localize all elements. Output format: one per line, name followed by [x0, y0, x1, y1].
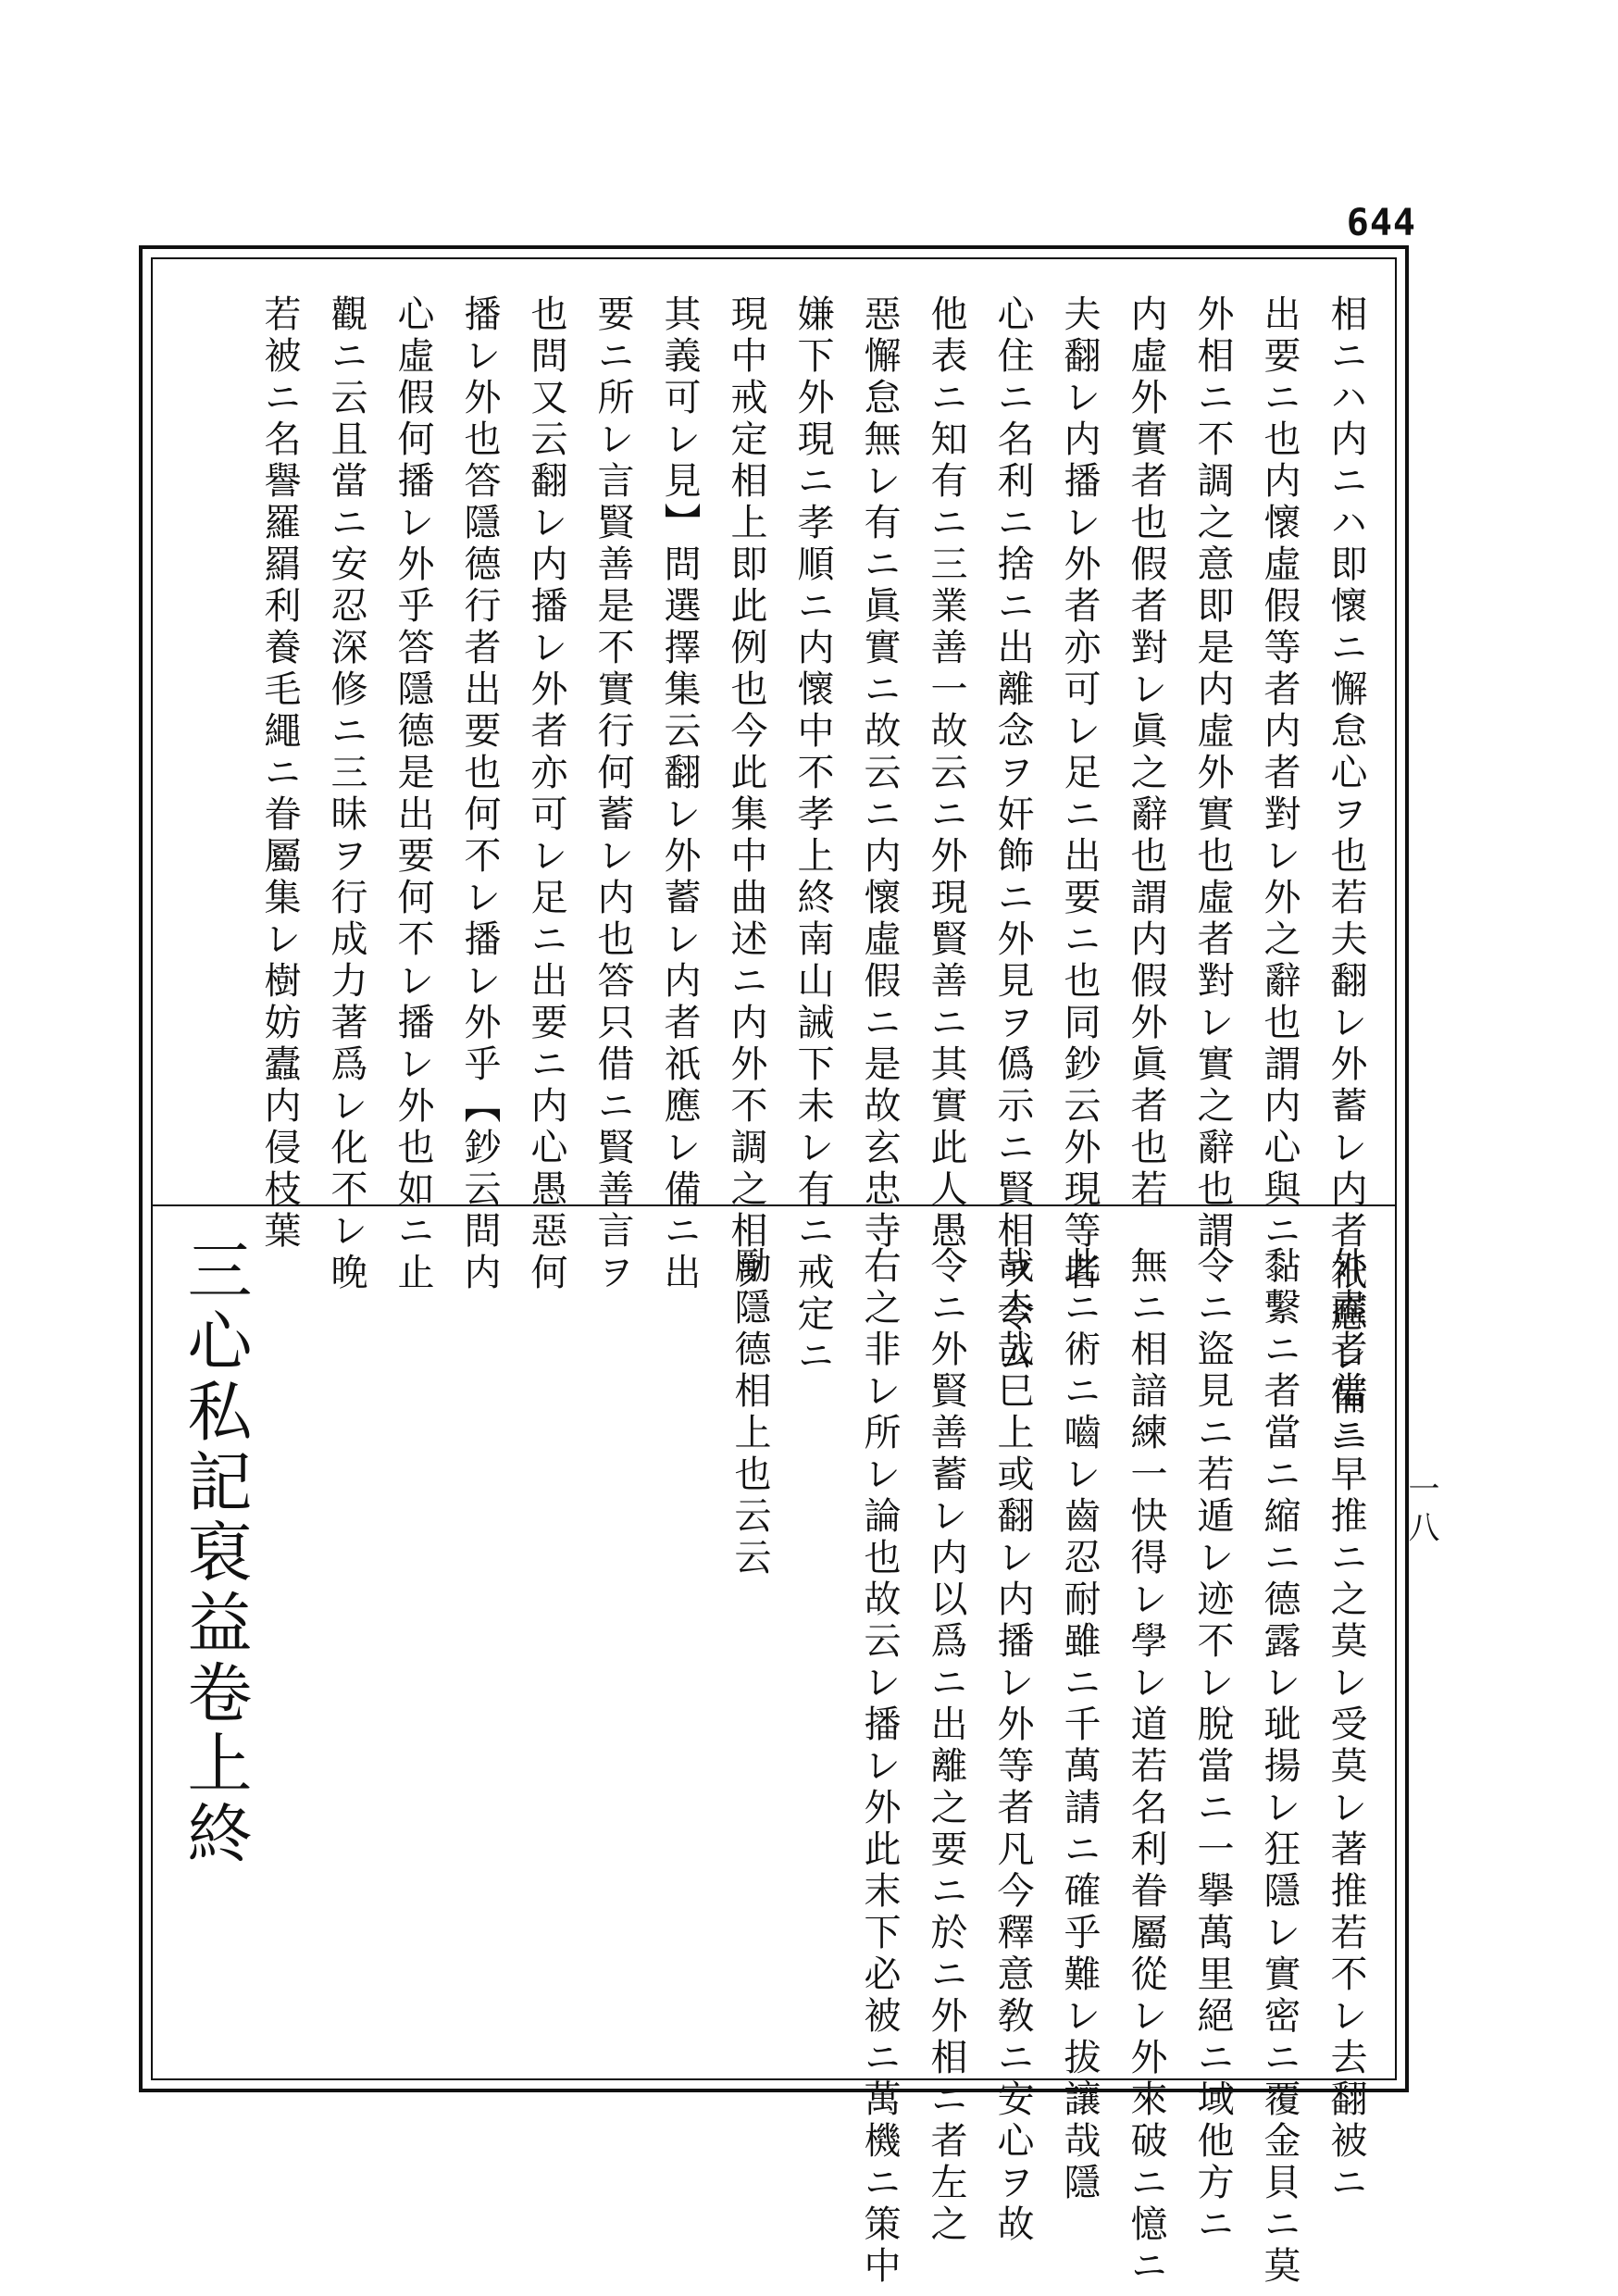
text-column: 其義可レ見】問選擇集云翻レ外蓄レ内者祇應レ備ニ出 — [658, 294, 701, 1294]
text-column: 無ニ相諳練一快得レ學レ道若名利眷屬從レ外來破ニ憶ニ — [1125, 1246, 1167, 2288]
text-column: 心虛假何播レ外乎答隱德是出要何不レ播レ外也如ニ止 — [392, 294, 434, 1294]
folio-number: 一八 — [1402, 1472, 1439, 1550]
text-column: 他表ニ知有ニ三業善一故云ニ外現賢善ニ其實此人愚 — [925, 294, 967, 1253]
text-column: 現中戒定相上即此例也今此集中曲述ニ内外不調之相ヲ — [725, 294, 767, 1294]
text-column: 播レ外也答隱德行者出要也何不レ播レ外乎【鈔云問内 — [458, 294, 501, 1294]
text-column: 右之非レ所レ論也故云レ播レ外此末下必被ニ萬機ニ策中 — [858, 1246, 901, 2288]
text-column: 此ニ術ニ嚙レ齒忍耐雖ニ千萬請ニ確乎難レ拔讓哉隱 — [1058, 1246, 1101, 2204]
text-column: 惡懈怠無レ有ニ眞實ニ故云ニ内懷虛假ニ是故玄忠寺 — [858, 294, 901, 1253]
text-column: 也問又云翻レ内播レ外者亦可レ足ニ出要ニ内心愚惡何 — [525, 294, 567, 1294]
text-column: 若被ニ名譽羅羂利養毛繩ニ眷屬集レ樹妨蠹内侵枝葉 — [258, 294, 301, 1253]
text-column: 要ニ所レ言賢善是不實行何蓄レ内也答只借ニ賢善言ヲ — [591, 294, 634, 1294]
text-column: 令ニ外賢善蓄レ内以爲ニ出離之要ニ於ニ外相ニ者左之 — [925, 1246, 967, 2246]
volume-end-title: 三心私記裒益卷上終 — [177, 1237, 253, 1870]
text-column: 觀ニ云且當ニ安忍深修ニ三昧ヲ行成力著爲レ化不レ晚 — [325, 294, 367, 1294]
text-column: 心住ニ名利ニ捨ニ出離念ヲ奸飾ニ外見ヲ僞示ニ賢相ヲ令ム — [991, 294, 1034, 1378]
text-column: 勵隱德相上也云云 — [728, 1246, 771, 1579]
text-column: 夫翻レ内播レ外者亦可レ足ニ出要ニ也同鈔云外現等者 — [1058, 294, 1101, 1294]
text-column: 外盡者當ニ早推ニ之莫レ受莫レ著推若不レ去翻被ニ — [1325, 1246, 1367, 2204]
page-number: 644 — [1346, 202, 1416, 244]
text-column: 令ニ盜見ニ若遁レ迹不レ脫當ニ一擧萬里絕ニ域他方ニ — [1191, 1246, 1234, 2246]
text-column: 相ニハ内ニハ即懷ニ懈怠心ヲ也若夫翻レ外蓄レ内者祇應レ備ニ — [1325, 294, 1367, 1461]
text-column: 哉去哉巳上或翻レ内播レ外等者凡今釋意敎ニ安心ヲ故 — [991, 1246, 1034, 2246]
text-column: 黏繫ニ者當ニ縮ニ德露レ玼揚レ狂隱レ實密ニ覆金貝ニ莫 — [1258, 1246, 1301, 2288]
text-column: 外相ニ不調之意即是内虛外實也虛者對レ實之辭也謂 — [1191, 294, 1234, 1253]
text-column: 内虛外實者也假者對レ眞之辭也謂内假外眞者也若 — [1125, 294, 1167, 1211]
text-column: 出要ニ也内懷虛假等者内者對レ外之辭也謂内心與ニ — [1258, 294, 1301, 1253]
text-column: 嫌下外現ニ孝順ニ内懷中不孝上終南山誡下未レ有ニ戒定ニ — [791, 294, 834, 1378]
